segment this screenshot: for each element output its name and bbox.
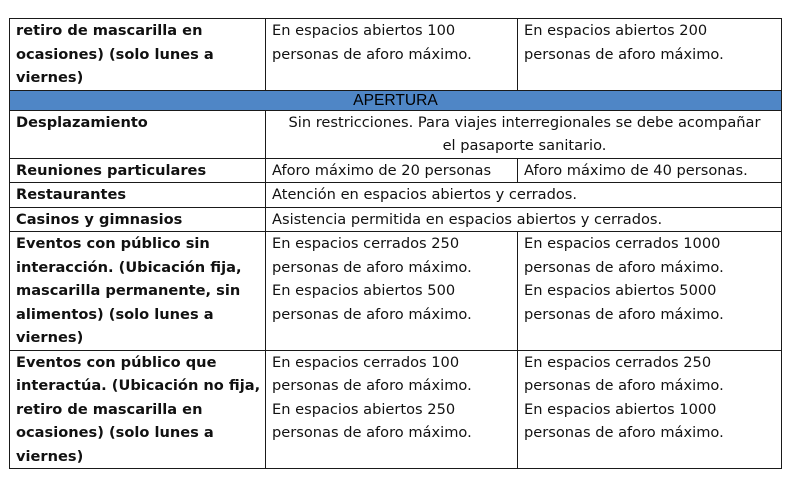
table-row xyxy=(10,158,782,183)
cell-line: En espacios abiertos 5000 xyxy=(524,282,717,299)
cell-line: personas de aforo máximo. xyxy=(272,377,472,394)
cell-line: En espacios abiertos 1000 xyxy=(524,400,717,418)
label-line: viernes) xyxy=(16,329,84,346)
cell-line: personas de aforo máximo. xyxy=(524,258,724,276)
cell-line: personas de aforo máximo. xyxy=(524,424,724,441)
cell-phase-a xyxy=(266,232,518,351)
cell-line: personas de aforo máximo. xyxy=(524,305,724,323)
cell-line: En espacios abiertos 100 xyxy=(272,22,456,39)
row-label: Casinos y gimnasios xyxy=(10,207,266,232)
row-label: Desplazamiento xyxy=(10,110,266,158)
table-row xyxy=(10,350,782,469)
table-row xyxy=(10,110,782,158)
cell-merged xyxy=(266,110,782,158)
row-label: Restaurantes xyxy=(10,183,266,208)
cell-phase-b xyxy=(518,350,782,469)
label-line: ocasiones) (solo lunes a xyxy=(16,424,214,441)
cell-line: En espacios cerrados 250 xyxy=(272,235,460,252)
row-label xyxy=(10,232,266,351)
label-line: viernes) xyxy=(16,447,84,465)
label-line: viernes) xyxy=(16,69,84,86)
cell-line: En espacios cerrados 100 xyxy=(272,353,460,371)
section-header-row xyxy=(10,90,782,110)
row-label: Reuniones particulares xyxy=(10,158,266,183)
cell-line: En espacios cerrados 250 xyxy=(524,353,712,371)
cell-line: Sin restricciones. Para viajes interregionales se debe acompañar xyxy=(288,113,761,131)
table-row xyxy=(10,183,782,208)
cell-phase-b xyxy=(518,232,782,351)
restrictions-table xyxy=(9,18,782,469)
table-row xyxy=(10,207,782,232)
cell-line: personas de aforo máximo. xyxy=(272,305,472,323)
cell-phase-a xyxy=(266,19,518,91)
label-line: alimentos) (solo lunes a xyxy=(16,305,214,323)
row-label xyxy=(10,350,266,469)
cell-line: En espacios abiertos 200 xyxy=(524,22,708,39)
label-line: retiro de mascarilla en xyxy=(16,400,203,418)
label-line: Eventos con público que xyxy=(16,353,217,371)
cell-phase-a xyxy=(266,350,518,469)
table-row xyxy=(10,232,782,351)
cell-merged: Atención en espacios abiertos y cerrados. xyxy=(266,183,782,208)
cell-phase-a: Aforo máximo de 20 personas xyxy=(266,158,518,183)
cell-line: personas de aforo máximo. xyxy=(272,258,472,276)
label-line: mascarilla permanente, sin xyxy=(16,282,241,299)
cell-line: En espacios abiertos 500 xyxy=(272,282,456,299)
label-line: Eventos con público sin xyxy=(16,235,210,252)
label-line: retiro de mascarilla en xyxy=(16,22,203,39)
cell-line: En espacios cerrados 1000 xyxy=(524,235,721,252)
cell-phase-b xyxy=(518,19,782,91)
table-row xyxy=(10,19,782,91)
cell-line: personas de aforo máximo. xyxy=(272,45,472,63)
cell-phase-b: Aforo máximo de 40 personas. xyxy=(518,158,782,183)
cell-line: personas de aforo máximo. xyxy=(524,377,724,394)
cell-merged: Asistencia permitida en espacios abiertos y cerrados. xyxy=(266,207,782,232)
row-label xyxy=(10,19,266,91)
cell-line: el pasaporte sanitario. xyxy=(442,137,607,154)
cell-line: personas de aforo máximo. xyxy=(524,45,724,63)
label-line: interactúa. (Ubicación no fija, xyxy=(16,377,261,394)
label-line: interacción. (Ubicación fija, xyxy=(16,258,242,276)
cell-line: En espacios abiertos 250 xyxy=(272,400,456,418)
cell-line: personas de aforo máximo. xyxy=(272,424,472,441)
label-line: ocasiones) (solo lunes a xyxy=(16,45,214,63)
section-header: APERTURA xyxy=(10,90,782,110)
